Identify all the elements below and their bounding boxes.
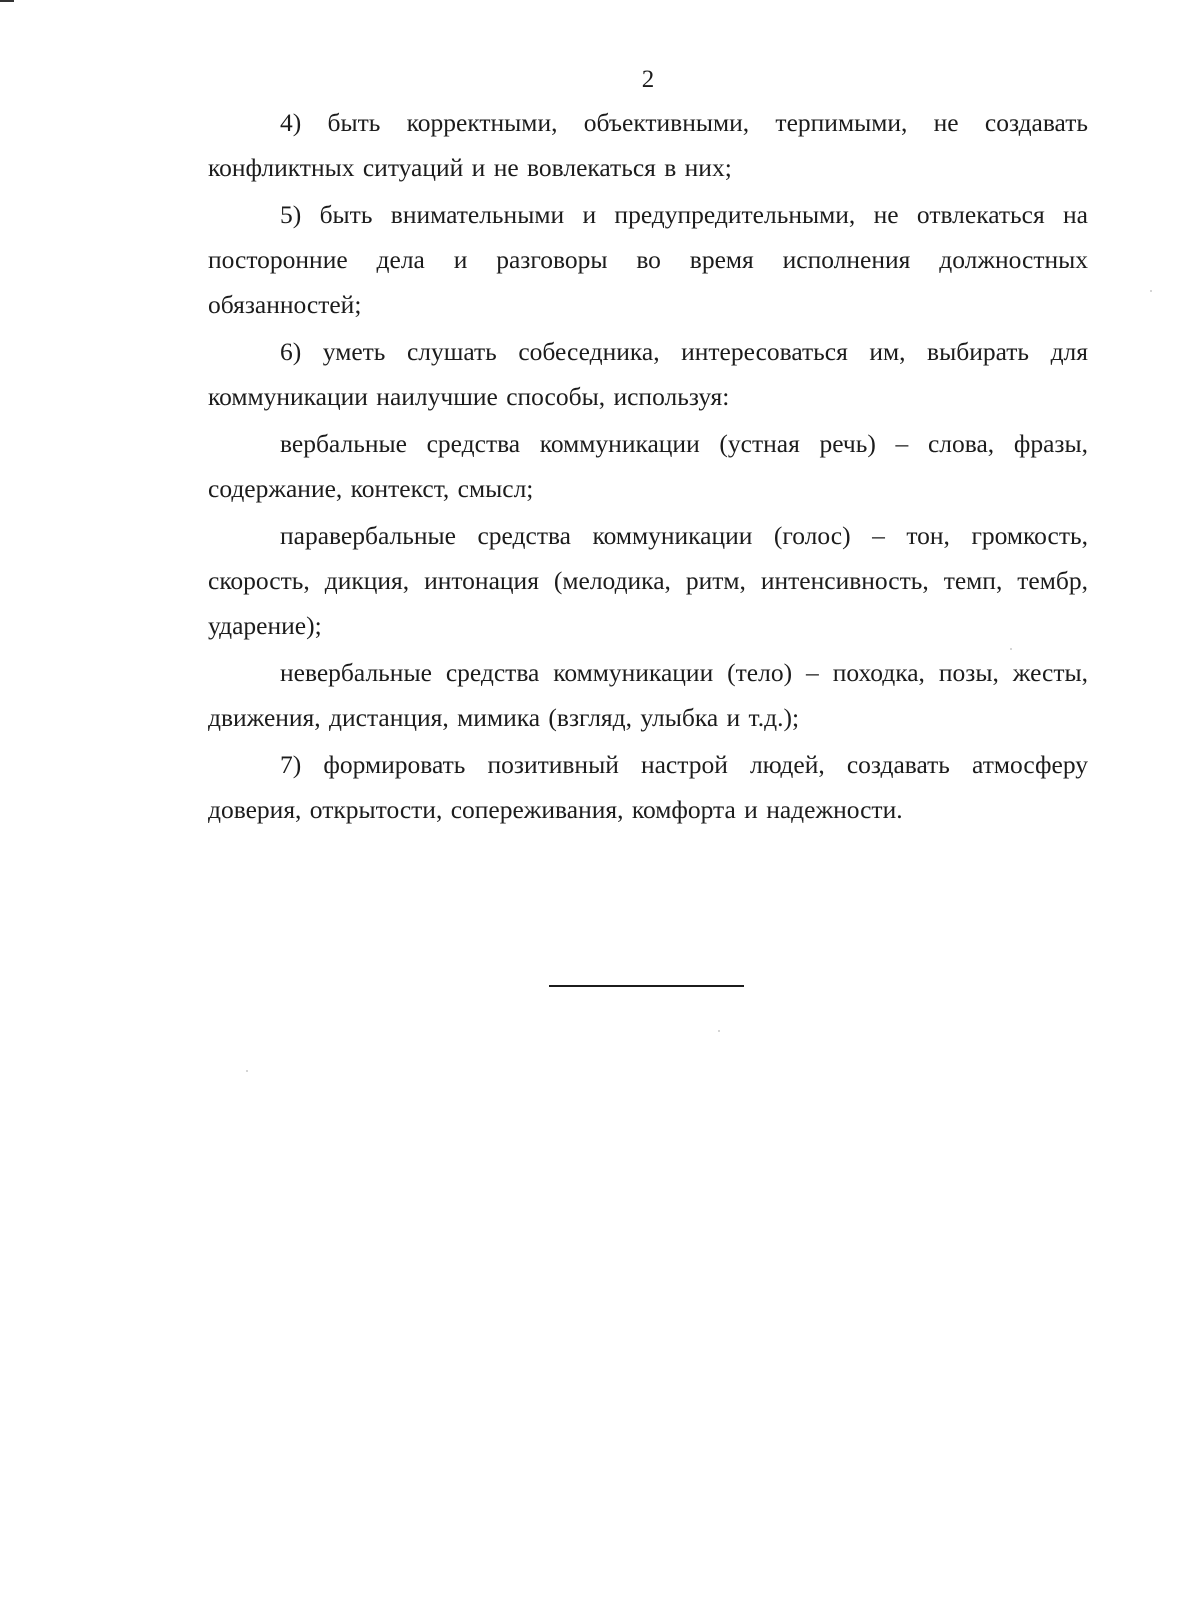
paragraph-item-4: 4) быть корректными, объективными, терпимыми, не создавать конфликтных ситуаций и не вовлекаться в них; [208, 108, 1088, 182]
page-number: 2 [641, 66, 655, 93]
scan-speck [1150, 290, 1152, 292]
paragraph-paraverbal-means: паравербальные средства коммуникации (голос) – тон, громкость, скорость, дикция, интонация (мелодика, ритм, интенсивность, темп, тембр, ударение); [208, 521, 1088, 640]
paragraph-item-5: 5) быть внимательными и предупредительными, не отвлекаться на посторонние дела и разговоры во время исполнения должностных обязанностей; [208, 200, 1088, 319]
paragraph-nonverbal-means: невербальные средства коммуникации (тело) – походка, позы, жесты, движения, дистанция, мимика (взгляд, улыбка и т.д.); [208, 658, 1088, 732]
scan-speck [1010, 648, 1012, 650]
scan-corner-mark [0, 0, 14, 2]
paragraph-item-6: 6) уметь слушать собеседника, интересоваться им, выбирать для коммуникации наилучшие способы, используя: [208, 337, 1088, 411]
scan-speck [246, 1070, 248, 1072]
paragraph-verbal-means: вербальные средства коммуникации (устная речь) – слова, фразы, содержание, контекст, смысл; [208, 429, 1088, 503]
scan-speck [718, 1030, 720, 1032]
end-of-document-line [549, 985, 744, 987]
paragraph-item-7: 7) формировать позитивный настрой людей, создавать атмосферу доверия, открытости, сопереживания, комфорта и надежности. [208, 750, 1088, 824]
document-body [208, 100, 1088, 834]
